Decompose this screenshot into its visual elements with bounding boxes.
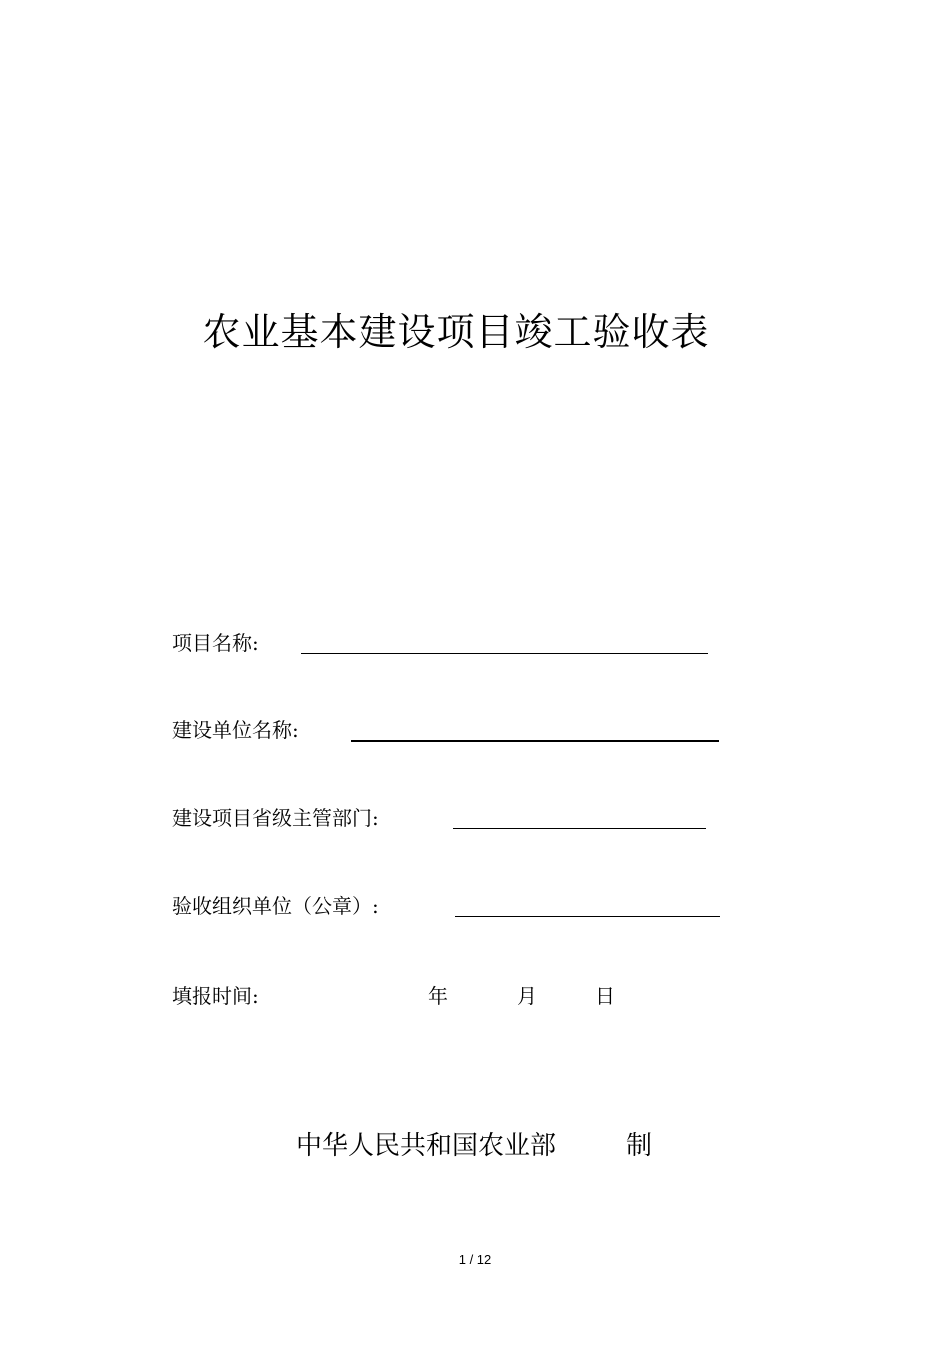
date-year: 年 xyxy=(428,984,448,1008)
date-day: 日 xyxy=(595,984,615,1008)
acceptance-org-line xyxy=(455,916,720,917)
report-time-label: 填报时间: xyxy=(172,984,259,1008)
issuer-suffix: 制 xyxy=(626,1131,653,1161)
date-month: 月 xyxy=(517,984,537,1008)
issuer: 中华人民共和国农业部 xyxy=(296,1131,557,1161)
project-name-label: 项目名称: xyxy=(172,631,259,655)
page-number: 1 / 12 xyxy=(458,1252,492,1267)
project-name-line xyxy=(301,653,708,654)
unit-name-label: 建设单位名称: xyxy=(172,718,299,742)
provincial-dept-label: 建设项目省级主管部门: xyxy=(172,806,379,830)
unit-name-line xyxy=(351,740,719,742)
provincial-dept-line xyxy=(453,828,706,829)
document-title: 农业基本建设项目竣工验收表 xyxy=(202,310,710,354)
acceptance-org-label: 验收组织单位（公章）: xyxy=(172,894,379,918)
